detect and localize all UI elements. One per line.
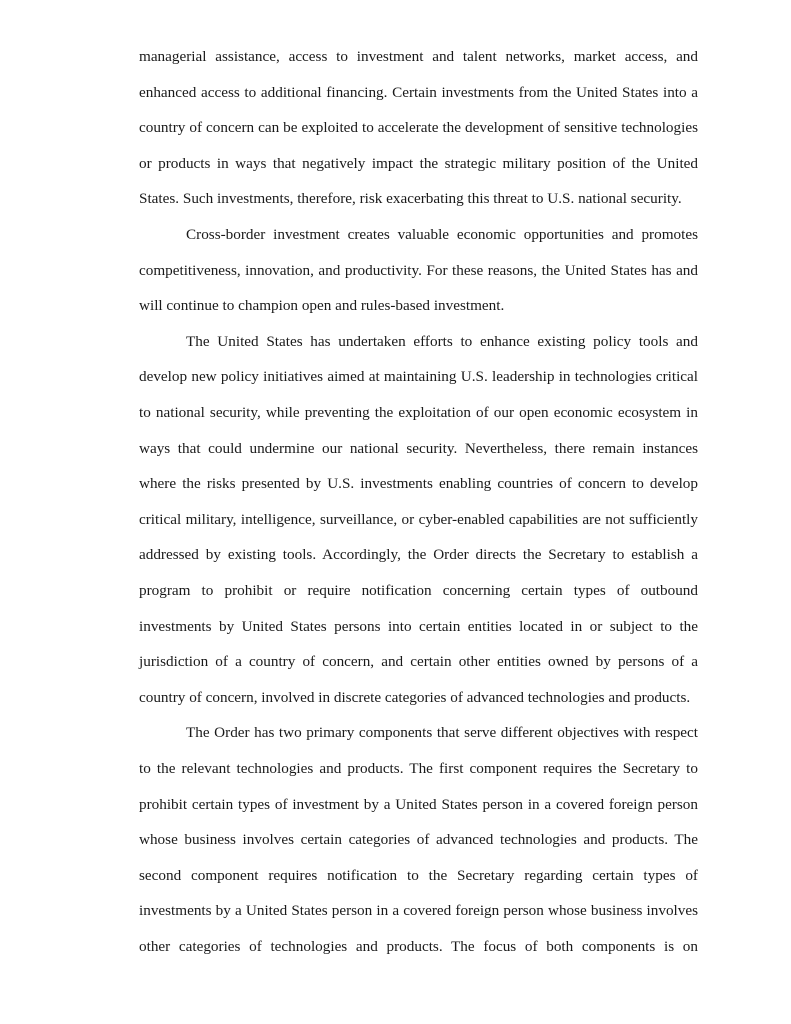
paragraph-first-line: Cross-border investment creates valuable economic opportunities and promotes bbox=[186, 226, 698, 243]
paragraph-first-line: The Order has two primary components that serve different objectives with respect bbox=[186, 724, 698, 741]
text-line: or products in ways that negatively impact the strategic military position of the United bbox=[139, 155, 698, 172]
text-line: program to prohibit or require notification concerning certain types of outbound bbox=[139, 582, 698, 599]
paragraph-first-line: The United States has undertaken efforts to enhance existing policy tools and bbox=[186, 333, 698, 350]
text-line: where the risks presented by U.S. investments enabling countries of concern to develop bbox=[139, 475, 698, 492]
text-line: country of concern, involved in discrete categories of advanced technologies and products. bbox=[139, 689, 691, 706]
text-line: to the relevant technologies and products. The first component requires the Secretary to bbox=[139, 760, 698, 777]
text-line: enhanced access to additional financing. Certain investments from the United States into a bbox=[139, 84, 698, 101]
text-line: addressed by existing tools. Accordingly, the Order directs the Secretary to establish a bbox=[139, 546, 698, 563]
text-line: managerial assistance, access to investment and talent networks, market access, and bbox=[139, 48, 698, 65]
text-line: ways that could undermine our national security. Nevertheless, there remain instances bbox=[139, 440, 698, 457]
text-line: country of concern can be exploited to accelerate the development of sensitive technologies bbox=[139, 119, 698, 136]
text-line: other categories of technologies and products. The focus of both components is on bbox=[139, 938, 698, 955]
text-line: develop new policy initiatives aimed at maintaining U.S. leadership in technologies critical bbox=[139, 368, 698, 385]
text-line: will continue to champion open and rules-based investment. bbox=[139, 297, 505, 314]
text-line: investments by a United States person in a covered foreign person whose business involves bbox=[139, 902, 698, 919]
text-line: competitiveness, innovation, and productivity. For these reasons, the United States has and bbox=[139, 262, 698, 279]
text-line: investments by United States persons into certain entities located in or subject to the bbox=[139, 618, 698, 635]
text-line: to national security, while preventing the exploitation of our open economic ecosystem in bbox=[139, 404, 698, 421]
text-line: second component requires notification to the Secretary regarding certain types of bbox=[139, 867, 698, 884]
text-line: jurisdiction of a country of concern, and certain other entities owned by persons of a bbox=[139, 653, 698, 670]
text-line: States. Such investments, therefore, risk exacerbating this threat to U.S. national security. bbox=[139, 190, 682, 207]
text-line: prohibit certain types of investment by a United States person in a covered foreign person bbox=[139, 796, 698, 813]
text-line: critical military, intelligence, surveillance, or cyber-enabled capabilities are not sufficiently bbox=[139, 511, 698, 528]
text-line: whose business involves certain categories of advanced technologies and products. The bbox=[139, 831, 698, 848]
